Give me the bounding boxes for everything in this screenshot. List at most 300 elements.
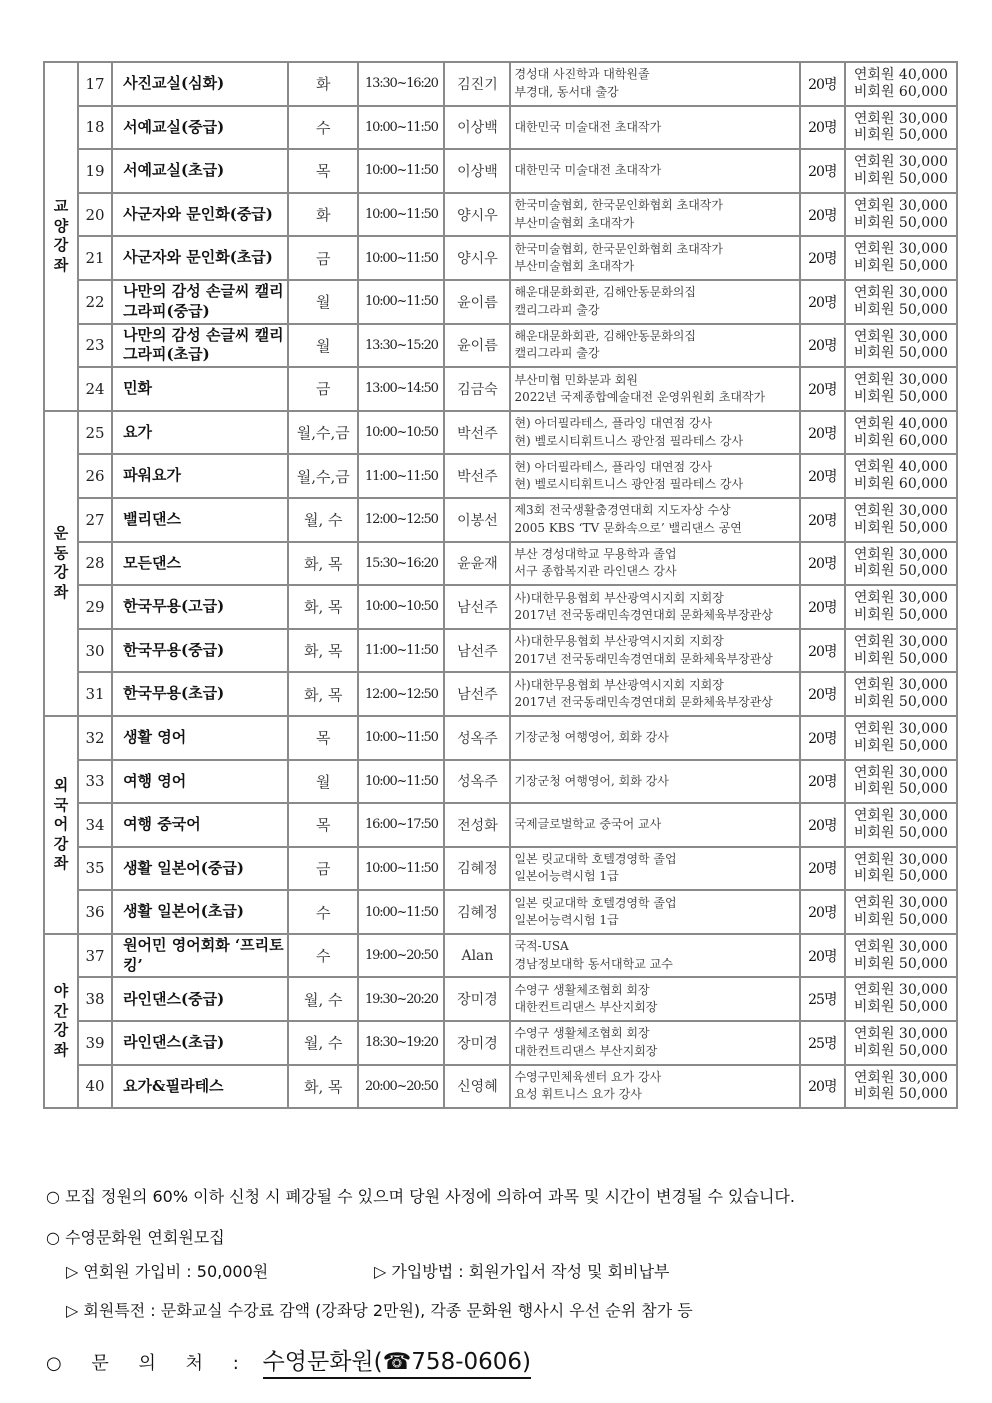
course-instructor: 김혜정 xyxy=(444,847,510,891)
nonmember-fee: 비회원 50,000 xyxy=(853,388,948,405)
course-day: 수 xyxy=(288,890,358,934)
course-instructor: 남선주 xyxy=(444,672,510,716)
course-time: 10:00~11:50 xyxy=(358,890,444,934)
category-label: 외국어강좌 xyxy=(53,776,69,873)
telephone-icon: ☎ xyxy=(382,1349,412,1375)
course-title: 요가 xyxy=(112,411,288,455)
course-number: 30 xyxy=(78,629,112,673)
course-time: 10:00~11:50 xyxy=(358,280,444,324)
course-title: 나만의 감성 손글씨 캘리그라피(중급) xyxy=(112,280,288,324)
course-day: 월,수,금 xyxy=(288,454,358,498)
instructor-career xyxy=(510,498,799,542)
course-fee xyxy=(845,760,957,804)
course-instructor: 이상백 xyxy=(444,106,510,150)
instructor-career xyxy=(510,847,799,891)
member-fee: 연회원 30,000 xyxy=(853,110,948,127)
course-number: 32 xyxy=(78,716,112,760)
course-fee xyxy=(845,1065,957,1109)
course-number: 37 xyxy=(78,934,112,978)
course-title: 서예교실(초급) xyxy=(112,149,288,193)
course-fee xyxy=(845,106,957,150)
career-line: 해운대문화회관, 김해안동문화의집 xyxy=(514,328,696,343)
course-row xyxy=(44,542,957,586)
member-fee: 연회원 30,000 xyxy=(853,720,948,737)
course-number: 34 xyxy=(78,803,112,847)
course-capacity: 20명 xyxy=(800,716,845,760)
course-title: 파워요가 xyxy=(112,454,288,498)
nonmember-fee: 비회원 50,000 xyxy=(853,912,948,929)
course-number: 23 xyxy=(78,324,112,368)
course-instructor: 성옥주 xyxy=(444,760,510,804)
instructor-career xyxy=(510,890,799,934)
course-day: 수 xyxy=(288,934,358,978)
career-line: 서구 종합복지관 라인댄스 강사 xyxy=(514,564,677,579)
course-day: 월,수,금 xyxy=(288,411,358,455)
nonmember-fee: 비회원 60,000 xyxy=(853,432,948,449)
course-time: 20:00~20:50 xyxy=(358,1065,444,1109)
course-fee xyxy=(845,629,957,673)
course-capacity: 25명 xyxy=(800,977,845,1021)
instructor-career xyxy=(510,236,799,280)
career-line: 2017년 전국동래민속경연대회 문화체육부장관상 xyxy=(514,695,773,710)
course-instructor: 김진기 xyxy=(444,62,510,106)
course-instructor: 신영혜 xyxy=(444,1065,510,1109)
course-number: 28 xyxy=(78,542,112,586)
course-row xyxy=(44,1065,957,1109)
career-line: 사)대한무용협회 부산광역시지회 지회장 xyxy=(514,677,724,692)
category-cell xyxy=(44,411,78,716)
instructor-career xyxy=(510,934,799,978)
course-day: 월 xyxy=(288,324,358,368)
career-line: 기장군청 여행영어, 회화 강사 xyxy=(514,773,669,788)
course-number: 22 xyxy=(78,280,112,324)
nonmember-fee: 비회원 50,000 xyxy=(853,999,948,1016)
career-line: 현) 아더필라테스, 플라잉 대연점 강사 xyxy=(514,459,713,474)
course-fee xyxy=(845,193,957,237)
course-time: 18:30~19:20 xyxy=(358,1021,444,1065)
course-time: 13:30~16:20 xyxy=(358,62,444,106)
course-number: 27 xyxy=(78,498,112,542)
course-fee xyxy=(845,803,957,847)
course-row xyxy=(44,890,957,934)
course-instructor: 이봉선 xyxy=(444,498,510,542)
course-title: 사군자와 문인화(중급) xyxy=(112,193,288,237)
instructor-career xyxy=(510,280,799,324)
course-number: 38 xyxy=(78,977,112,1021)
member-fee: 연회원 30,000 xyxy=(853,633,948,650)
course-number: 17 xyxy=(78,62,112,106)
nonmember-fee: 비회원 50,000 xyxy=(853,824,948,841)
course-row xyxy=(44,411,957,455)
course-instructor: 박선주 xyxy=(444,411,510,455)
course-capacity: 20명 xyxy=(800,803,845,847)
career-line: 대한컨트리댄스 부산지회장 xyxy=(514,1043,658,1058)
nonmember-fee: 비회원 50,000 xyxy=(853,737,948,754)
course-time: 10:00~10:50 xyxy=(358,585,444,629)
course-instructor: 김혜정 xyxy=(444,890,510,934)
category-label: 운동강좌 xyxy=(53,524,69,601)
course-number: 21 xyxy=(78,236,112,280)
course-capacity: 20명 xyxy=(800,280,845,324)
course-day: 화, 목 xyxy=(288,542,358,586)
career-line: 수영구 생활체조협회 회장 xyxy=(514,1026,650,1041)
membership-benefit-item: ▷ 회원특전 : 문화교실 수강료 감액 (강좌당 2만원), 각종 문화원 행사시 우선 순위 참가 등 xyxy=(66,1301,693,1320)
category-cell xyxy=(44,934,78,1108)
instructor-career xyxy=(510,1021,799,1065)
contact-label: ○ 문 의 처 : xyxy=(46,1353,251,1374)
course-title: 한국무용(중급) xyxy=(112,629,288,673)
career-line: 대한민국 미술대전 초대작가 xyxy=(514,119,662,134)
course-day: 금 xyxy=(288,847,358,891)
career-line: 수영구민체육센터 요가 강사 xyxy=(514,1070,662,1085)
course-number: 25 xyxy=(78,411,112,455)
course-number: 18 xyxy=(78,106,112,150)
nonmember-fee: 비회원 50,000 xyxy=(853,301,948,318)
course-day: 월 xyxy=(288,280,358,324)
course-title: 민화 xyxy=(112,367,288,411)
career-line: 제3회 전국생활춤경연대회 지도자상 수상 xyxy=(514,503,731,518)
membership-heading: ○ 수영문화원 연회원모집 xyxy=(46,1228,225,1247)
member-fee: 연회원 30,000 xyxy=(853,851,948,868)
course-capacity: 20명 xyxy=(800,106,845,150)
career-line: 한국미술협회, 한국문인화협회 초대작가 xyxy=(514,241,723,256)
course-fee xyxy=(845,454,957,498)
course-day: 금 xyxy=(288,367,358,411)
contact-phone: 758-0606 xyxy=(411,1349,523,1375)
course-capacity: 20명 xyxy=(800,847,845,891)
instructor-career xyxy=(510,411,799,455)
nonmember-fee: 비회원 50,000 xyxy=(853,214,948,231)
contact-paren: ) xyxy=(522,1349,532,1375)
course-day: 목 xyxy=(288,803,358,847)
career-line: 2017년 전국동래민속경연대회 문화체육부장관상 xyxy=(514,607,773,622)
course-time: 10:00~11:50 xyxy=(358,716,444,760)
closure-note: ○ 모집 정원의 60% 이하 신청 시 폐강될 수 있으며 당원 사정에 의하여 과목 및 시간이 변경될 수 있습니다. xyxy=(46,1187,795,1206)
instructor-career xyxy=(510,542,799,586)
nonmember-fee: 비회원 50,000 xyxy=(853,127,948,144)
course-schedule-table xyxy=(43,61,958,1109)
member-fee: 연회원 30,000 xyxy=(853,154,948,171)
course-row xyxy=(44,803,957,847)
career-line: 수영구 생활체조협회 회장 xyxy=(514,982,650,997)
course-capacity: 20명 xyxy=(800,542,845,586)
course-capacity: 20명 xyxy=(800,672,845,716)
course-instructor: 윤윤재 xyxy=(444,542,510,586)
course-number: 36 xyxy=(78,890,112,934)
career-line: 캘리그라피 출강 xyxy=(514,346,600,361)
course-fee xyxy=(845,367,957,411)
contact-org-name: 수영문화원( xyxy=(262,1349,383,1375)
nonmember-fee: 비회원 50,000 xyxy=(853,1042,948,1059)
instructor-career xyxy=(510,193,799,237)
instructor-career xyxy=(510,760,799,804)
course-fee xyxy=(845,324,957,368)
course-time: 13:30~15:20 xyxy=(358,324,444,368)
member-fee: 연회원 30,000 xyxy=(853,197,948,214)
member-fee: 연회원 30,000 xyxy=(853,284,948,301)
career-line: 대한컨트리댄스 부산지회장 xyxy=(514,1000,658,1015)
category-cell xyxy=(44,716,78,934)
course-time: 19:00~20:50 xyxy=(358,934,444,978)
nonmember-fee: 비회원 50,000 xyxy=(853,563,948,580)
course-day: 화, 목 xyxy=(288,585,358,629)
course-day: 수 xyxy=(288,106,358,150)
course-day: 화, 목 xyxy=(288,672,358,716)
career-line: 사)대한무용협회 부산광역시지회 지회장 xyxy=(514,590,724,605)
course-row xyxy=(44,280,957,324)
course-fee xyxy=(845,977,957,1021)
course-capacity: 20명 xyxy=(800,454,845,498)
course-row xyxy=(44,1021,957,1065)
course-day: 월, 수 xyxy=(288,1021,358,1065)
member-fee: 연회원 40,000 xyxy=(853,415,948,432)
course-time: 11:00~11:50 xyxy=(358,454,444,498)
course-row xyxy=(44,62,957,106)
course-capacity: 20명 xyxy=(800,367,845,411)
membership-fee-item: ▷ 연회원 가입비 : 50,000원 xyxy=(66,1262,269,1281)
course-fee xyxy=(845,847,957,891)
course-title: 생활 영어 xyxy=(112,716,288,760)
course-title: 사군자와 문인화(초급) xyxy=(112,236,288,280)
career-line: 일본 릿교대학 호텔경영학 졸업 xyxy=(514,895,677,910)
member-fee: 연회원 30,000 xyxy=(853,938,948,955)
course-instructor: 김금숙 xyxy=(444,367,510,411)
nonmember-fee: 비회원 50,000 xyxy=(853,650,948,667)
category-label: 야간강좌 xyxy=(53,982,69,1059)
contact-line xyxy=(46,1343,531,1376)
course-number: 40 xyxy=(78,1065,112,1109)
course-fee xyxy=(845,411,957,455)
member-fee: 연회원 30,000 xyxy=(853,546,948,563)
course-title: 모든댄스 xyxy=(112,542,288,586)
course-fee xyxy=(845,934,957,978)
nonmember-fee: 비회원 50,000 xyxy=(853,170,948,187)
instructor-career xyxy=(510,803,799,847)
course-day: 화 xyxy=(288,193,358,237)
course-time: 10:00~10:50 xyxy=(358,411,444,455)
course-fee xyxy=(845,236,957,280)
nonmember-fee: 비회원 50,000 xyxy=(853,345,948,362)
instructor-career xyxy=(510,629,799,673)
nonmember-fee: 비회원 60,000 xyxy=(853,476,948,493)
course-fee xyxy=(845,542,957,586)
course-title: 라인댄스(중급) xyxy=(112,977,288,1021)
course-title: 여행 영어 xyxy=(112,760,288,804)
nonmember-fee: 비회원 50,000 xyxy=(853,519,948,536)
course-capacity: 20명 xyxy=(800,1065,845,1109)
member-fee: 연회원 30,000 xyxy=(853,502,948,519)
career-line: 부경대, 동서대 출강 xyxy=(514,84,619,99)
course-title: 원어민 영어회화 ‘프리토킹’ xyxy=(112,934,288,978)
career-line: 국적-USA xyxy=(514,939,569,954)
category-cell xyxy=(44,62,78,411)
instructor-career xyxy=(510,716,799,760)
course-fee xyxy=(845,62,957,106)
nonmember-fee: 비회원 60,000 xyxy=(853,83,948,100)
course-row xyxy=(44,149,957,193)
career-line: 현) 벨로시티휘트니스 광안점 필라테스 강사 xyxy=(514,477,744,492)
course-row xyxy=(44,934,957,978)
career-line: 2005 KBS ‘TV 문화속으로’ 밸리댄스 공연 xyxy=(514,520,742,535)
course-capacity: 20명 xyxy=(800,324,845,368)
course-title: 사진교실(심화) xyxy=(112,62,288,106)
course-time: 11:00~11:50 xyxy=(358,629,444,673)
course-title: 나만의 감성 손글씨 캘리그라피(초급) xyxy=(112,324,288,368)
course-day: 월, 수 xyxy=(288,498,358,542)
course-row xyxy=(44,367,957,411)
career-line: 현) 벨로시티휘트니스 광안점 필라테스 강사 xyxy=(514,433,744,448)
instructor-career xyxy=(510,1065,799,1109)
career-line: 대한민국 미술대전 초대작가 xyxy=(514,163,662,178)
course-title: 요가&필라테스 xyxy=(112,1065,288,1109)
course-instructor: 성옥주 xyxy=(444,716,510,760)
course-fee xyxy=(845,498,957,542)
instructor-career xyxy=(510,324,799,368)
course-time: 12:00~12:50 xyxy=(358,672,444,716)
career-line: 기장군청 여행영어, 회화 강사 xyxy=(514,730,669,744)
nonmember-fee: 비회원 50,000 xyxy=(853,1086,948,1103)
course-title: 밸리댄스 xyxy=(112,498,288,542)
nonmember-fee: 비회원 50,000 xyxy=(853,781,948,798)
instructor-career xyxy=(510,149,799,193)
course-day: 월, 수 xyxy=(288,977,358,1021)
instructor-career xyxy=(510,672,799,716)
course-capacity: 20명 xyxy=(800,760,845,804)
course-row xyxy=(44,847,957,891)
career-line: 한국미술협회, 한국문인화협회 초대작가 xyxy=(514,198,723,213)
member-fee: 연회원 40,000 xyxy=(853,67,948,83)
course-fee xyxy=(845,1021,957,1065)
career-line: 일본 릿교대학 호텔경영학 졸업 xyxy=(514,852,677,867)
course-row xyxy=(44,716,957,760)
career-line: 경남정보대학 동서대학교 교수 xyxy=(514,956,673,971)
course-day: 목 xyxy=(288,716,358,760)
career-line: 부산미술협회 초대작가 xyxy=(514,215,635,230)
course-instructor: 윤이름 xyxy=(444,324,510,368)
course-capacity: 20명 xyxy=(800,629,845,673)
career-line: 부산미술협회 초대작가 xyxy=(514,259,635,274)
course-capacity: 20명 xyxy=(800,890,845,934)
member-fee: 연회원 30,000 xyxy=(853,590,948,607)
member-fee: 연회원 30,000 xyxy=(853,677,948,694)
course-instructor: Alan xyxy=(444,934,510,978)
member-fee: 연회원 30,000 xyxy=(853,328,948,345)
career-line: 국제글로벌학교 중국어 교사 xyxy=(514,817,662,832)
course-capacity: 20명 xyxy=(800,498,845,542)
instructor-career xyxy=(510,62,799,106)
member-fee: 연회원 40,000 xyxy=(853,459,948,476)
career-line: 부산 경성대학교 무용학과 졸업 xyxy=(514,546,677,561)
course-row xyxy=(44,672,957,716)
course-instructor: 남선주 xyxy=(444,585,510,629)
course-capacity: 20명 xyxy=(800,411,845,455)
course-title: 생활 일본어(초급) xyxy=(112,890,288,934)
course-row xyxy=(44,193,957,237)
course-number: 29 xyxy=(78,585,112,629)
career-line: 부산미협 민화분과 회원 xyxy=(514,372,639,387)
career-line: 2022년 국제종합예술대전 운영위원회 초대작가 xyxy=(514,389,766,404)
career-line: 사)대한무용협회 부산광역시지회 지회장 xyxy=(514,634,724,649)
course-capacity: 20명 xyxy=(800,193,845,237)
course-row xyxy=(44,977,957,1021)
course-instructor: 이상백 xyxy=(444,149,510,193)
course-day: 화, 목 xyxy=(288,1065,358,1109)
nonmember-fee: 비회원 50,000 xyxy=(853,868,948,885)
career-line: 요성 휘트니스 요가 강사 xyxy=(514,1087,642,1102)
course-instructor: 전성화 xyxy=(444,803,510,847)
course-day: 목 xyxy=(288,149,358,193)
course-number: 19 xyxy=(78,149,112,193)
course-capacity: 20명 xyxy=(800,149,845,193)
course-number: 20 xyxy=(78,193,112,237)
member-fee: 연회원 30,000 xyxy=(853,372,948,389)
course-time: 10:00~11:50 xyxy=(358,760,444,804)
course-instructor: 양시우 xyxy=(444,193,510,237)
course-row xyxy=(44,106,957,150)
course-time: 10:00~11:50 xyxy=(358,193,444,237)
member-fee: 연회원 30,000 xyxy=(853,241,948,258)
nonmember-fee: 비회원 50,000 xyxy=(853,258,948,275)
course-number: 39 xyxy=(78,1021,112,1065)
course-title: 라인댄스(초급) xyxy=(112,1021,288,1065)
course-time: 10:00~11:50 xyxy=(358,236,444,280)
course-day: 월 xyxy=(288,760,358,804)
nonmember-fee: 비회원 50,000 xyxy=(853,955,948,972)
nonmember-fee: 비회원 50,000 xyxy=(853,694,948,711)
member-fee: 연회원 30,000 xyxy=(853,808,948,825)
career-line: 경성대 사진학과 대학원졸 xyxy=(514,67,650,82)
member-fee: 연회원 30,000 xyxy=(853,1069,948,1086)
instructor-career xyxy=(510,454,799,498)
course-number: 35 xyxy=(78,847,112,891)
course-row xyxy=(44,498,957,542)
course-row xyxy=(44,760,957,804)
category-label: 교양강좌 xyxy=(53,197,69,274)
member-fee: 연회원 30,000 xyxy=(853,982,948,999)
course-time: 10:00~11:50 xyxy=(358,106,444,150)
course-time: 10:00~11:50 xyxy=(358,149,444,193)
course-instructor: 양시우 xyxy=(444,236,510,280)
course-time: 19:30~20:20 xyxy=(358,977,444,1021)
course-time: 13:00~14:50 xyxy=(358,367,444,411)
instructor-career xyxy=(510,585,799,629)
instructor-career xyxy=(510,977,799,1021)
course-fee xyxy=(845,716,957,760)
course-capacity: 20명 xyxy=(800,62,845,106)
instructor-career xyxy=(510,106,799,150)
course-instructor: 장미경 xyxy=(444,977,510,1021)
course-time: 12:00~12:50 xyxy=(358,498,444,542)
course-title: 한국무용(초급) xyxy=(112,672,288,716)
course-fee xyxy=(845,149,957,193)
course-day: 화, 목 xyxy=(288,629,358,673)
career-line: 캘리그라피 출강 xyxy=(514,302,600,317)
member-fee: 연회원 30,000 xyxy=(853,764,948,781)
course-number: 31 xyxy=(78,672,112,716)
course-row xyxy=(44,629,957,673)
course-capacity: 20명 xyxy=(800,236,845,280)
course-title: 여행 중국어 xyxy=(112,803,288,847)
career-line: 현) 아더필라테스, 플라잉 대연점 강사 xyxy=(514,416,713,431)
career-line: 일본어능력시험 1급 xyxy=(514,869,619,884)
course-day: 화 xyxy=(288,62,358,106)
course-title: 생활 일본어(중급) xyxy=(112,847,288,891)
member-fee: 연회원 30,000 xyxy=(853,1026,948,1043)
course-row xyxy=(44,324,957,368)
nonmember-fee: 비회원 50,000 xyxy=(853,606,948,623)
course-instructor: 윤이름 xyxy=(444,280,510,324)
course-row xyxy=(44,236,957,280)
